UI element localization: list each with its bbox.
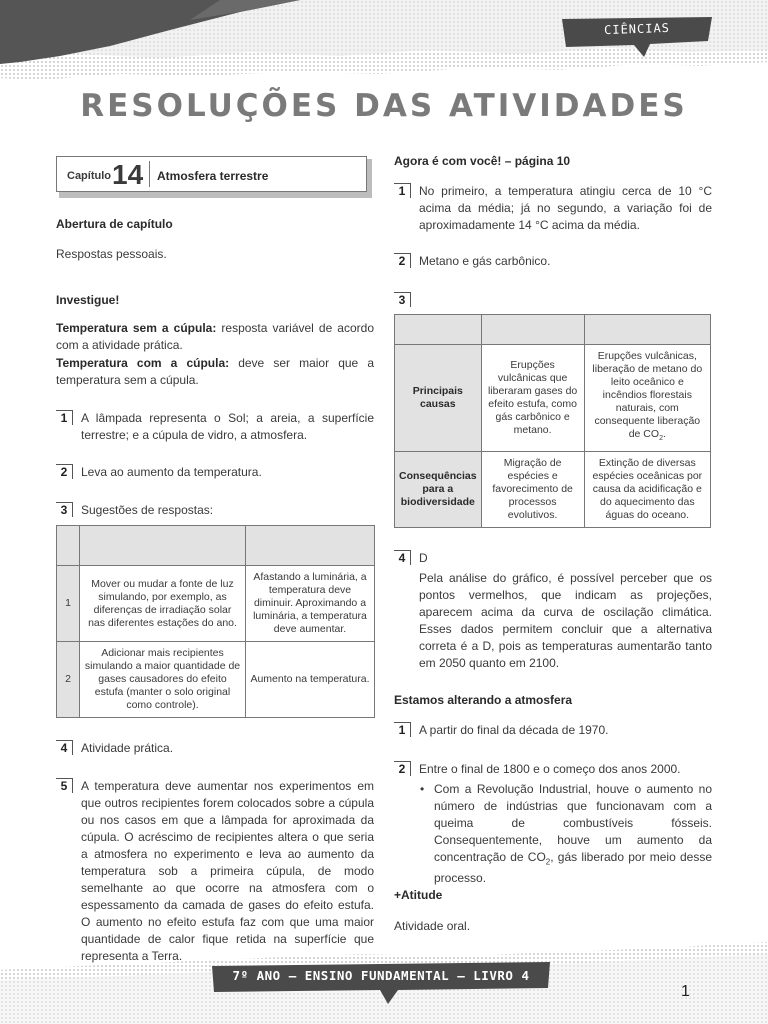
table-cell: Mover ou mudar a fonte de luz simulando, por exemplo, as diferenças de irradiação solar nas diferentes estações do ano.	[80, 566, 246, 642]
table-cell-text: Erupções vulcânicas, liberação de metano do leito oceânico e incêndios florestais naturais, com consequente liberação de CO	[592, 350, 703, 441]
table-header-cell	[57, 526, 80, 566]
sem-cupula-label: Temperatura sem a cúpula:	[56, 321, 217, 335]
bullet-text: Com a Revolução Industrial, houve o aumento no número de indústrias que funcionavam com a queima de combustíveis fósseis. Consequentemente, houve um aumento da concentração de CO	[434, 782, 712, 864]
item-number: 5	[56, 778, 73, 793]
table-row-label: Principais causas	[395, 345, 482, 452]
page-title: RESOLUÇÕES DAS ATIVIDADES	[80, 88, 688, 124]
table-row	[395, 452, 711, 528]
item-4-paragraph: Pela análise do gráfico, é possível perceber que os pontos vermelhos, que indicam as projeções, aparecem acima da curva de oscilação climática. Esses dados permitem concluir que a alternativa correta é a D, pois as temperaturas aumentarão tanto em 2050 quanto em 2100.	[419, 571, 712, 670]
suggestions-table	[56, 525, 375, 718]
item-text: A partir do final da década de 1970.	[419, 723, 609, 737]
footer-banner-label: 7º ANO – ENSINO FUNDAMENTAL – LIVRO 4	[232, 968, 530, 983]
item-text: No primeiro, a temperatura atingiu cerca de 10 °C acima da média; já no segundo, a variação foi de aproximadamente 14 °C acima da média.	[419, 184, 712, 232]
com-cupula-paragraph	[56, 355, 374, 389]
table-cell: Erupções vulcânicas que liberaram gases do efeito estufa, como gás carbônico e metano.	[481, 345, 584, 452]
item-number: 2	[394, 761, 411, 776]
table-cell: Extinção de diversas espécies oceânicas por causa da acidificação e do aquecimento das águas do oceano.	[584, 452, 710, 528]
bullet-subscript: 2	[545, 857, 551, 867]
item-text: Entre o final de 1800 e o começo dos anos 2000.	[419, 762, 681, 776]
table-header-cell	[80, 526, 246, 566]
subject-tag-label: CIÊNCIAS	[603, 20, 671, 38]
item-text: Sugestões de respostas:	[81, 503, 214, 517]
table-row	[57, 566, 375, 642]
item-text: D	[419, 551, 428, 565]
table-cell: Afastando a luminária, a temperatura deve diminuir. Aproximando a luminária, a temperatura deve aumentar.	[246, 566, 375, 642]
chapter-box	[56, 156, 372, 198]
com-cupula-text: deve ser maior que a temperatura sem a cúpula.	[56, 356, 374, 387]
item-text: A temperatura deve aumentar nos experimentos em que outros recipientes forem colocados sobre a cúpula ou nos casos em que a lâmpada for aproximada da cúpula. O acréscimo de recipientes altera o que seria a atmosfera no experimento e leva ao aumento da temperatura sob a primeira cúpula, de modo semelhante ao que ocorre na atmosfera com o espessamento da camada de gases do efeito estufa. O aumento no efeito estufa faz com que uma maior quantidade de calor fique retida na superfície que representa a Terra.	[81, 779, 374, 963]
subject-tag	[562, 17, 712, 43]
left-item-2	[56, 464, 374, 481]
item-text: A lâmpada representa o Sol; a areia, a superfície terrestre; e a cúpula de vidro, a atmosfera.	[81, 411, 374, 442]
item-text: Metano e gás carbônico.	[419, 254, 551, 268]
footer-banner	[212, 962, 552, 1006]
left-item-1	[56, 410, 374, 444]
chapter-label: Capítulo	[67, 170, 111, 182]
atitude-text: Atividade oral.	[394, 919, 471, 933]
left-item-3	[56, 502, 374, 519]
table-cell: Adicionar mais recipientes simulando a maior quantidade de gases causadores do efeito estufa (manter o solo original como controle).	[80, 642, 246, 718]
table-row-number: 2	[57, 642, 80, 718]
chapter-box-frame	[56, 156, 367, 192]
causes-table	[394, 314, 711, 528]
table-row	[57, 642, 375, 718]
table-row	[395, 345, 711, 452]
item-number: 1	[394, 722, 411, 737]
table-cell-subscript: 2	[659, 435, 663, 443]
chapter-title: Atmosfera terrestre	[157, 169, 269, 183]
left-item-5	[56, 778, 374, 965]
abertura-text: Respostas pessoais.	[56, 247, 167, 261]
table-header-row	[395, 315, 711, 345]
item-number: 4	[394, 550, 411, 565]
investigue-heading: Investigue!	[56, 293, 120, 307]
right-estamos-item-1	[394, 722, 712, 739]
table-header-row	[57, 526, 375, 566]
table-cell: Aumento na temperatura.	[246, 642, 375, 718]
item-number: 4	[56, 740, 73, 755]
abertura-heading: Abertura de capítulo	[56, 217, 173, 231]
agora-heading: Agora é com você! – página 10	[394, 154, 571, 168]
table-header-cell	[246, 526, 375, 566]
table-cell: Migração de espécies e favorecimento de processos evolutivos.	[481, 452, 584, 528]
table-row-number: 1	[57, 566, 80, 642]
table-header-cell	[481, 315, 584, 345]
page-number: 1	[681, 983, 690, 1000]
right-item-1	[394, 183, 712, 234]
bullet-item	[420, 781, 712, 887]
item-text: Atividade prática.	[81, 741, 174, 755]
item-number: 1	[56, 410, 73, 425]
right-estamos-item-2	[394, 761, 712, 887]
estamos-heading: Estamos alterando a atmosfera	[394, 693, 573, 707]
chapter-divider	[149, 161, 150, 187]
item-number: 3	[394, 292, 411, 307]
chapter-number: 14	[112, 159, 144, 190]
bullet-text-end: , gás liberado por meio desse processo.	[434, 850, 712, 886]
left-item-4	[56, 740, 374, 757]
sem-cupula-paragraph	[56, 320, 374, 354]
table-header-cell	[395, 315, 482, 345]
item-number: 2	[56, 464, 73, 479]
item-number: 2	[394, 253, 411, 268]
table-row-label: Consequências para a biodiversidade	[395, 452, 482, 528]
sem-cupula-text: resposta variável de acordo com a atividade prática.	[56, 321, 374, 352]
right-item-2	[394, 253, 712, 270]
item-number: 1	[394, 183, 411, 198]
com-cupula-label: Temperatura com a cúpula:	[56, 356, 230, 370]
table-header-cell	[584, 315, 710, 345]
table-cell-text-end: .	[662, 428, 666, 441]
bullet-dot-icon: •	[420, 782, 425, 796]
top-decoration	[0, 0, 768, 90]
atitude-heading: +Atitude	[394, 888, 443, 902]
table-cell	[584, 345, 710, 452]
item-number: 3	[56, 502, 73, 517]
item-text: Leva ao aumento da temperatura.	[81, 465, 262, 479]
right-item-4	[394, 550, 712, 672]
